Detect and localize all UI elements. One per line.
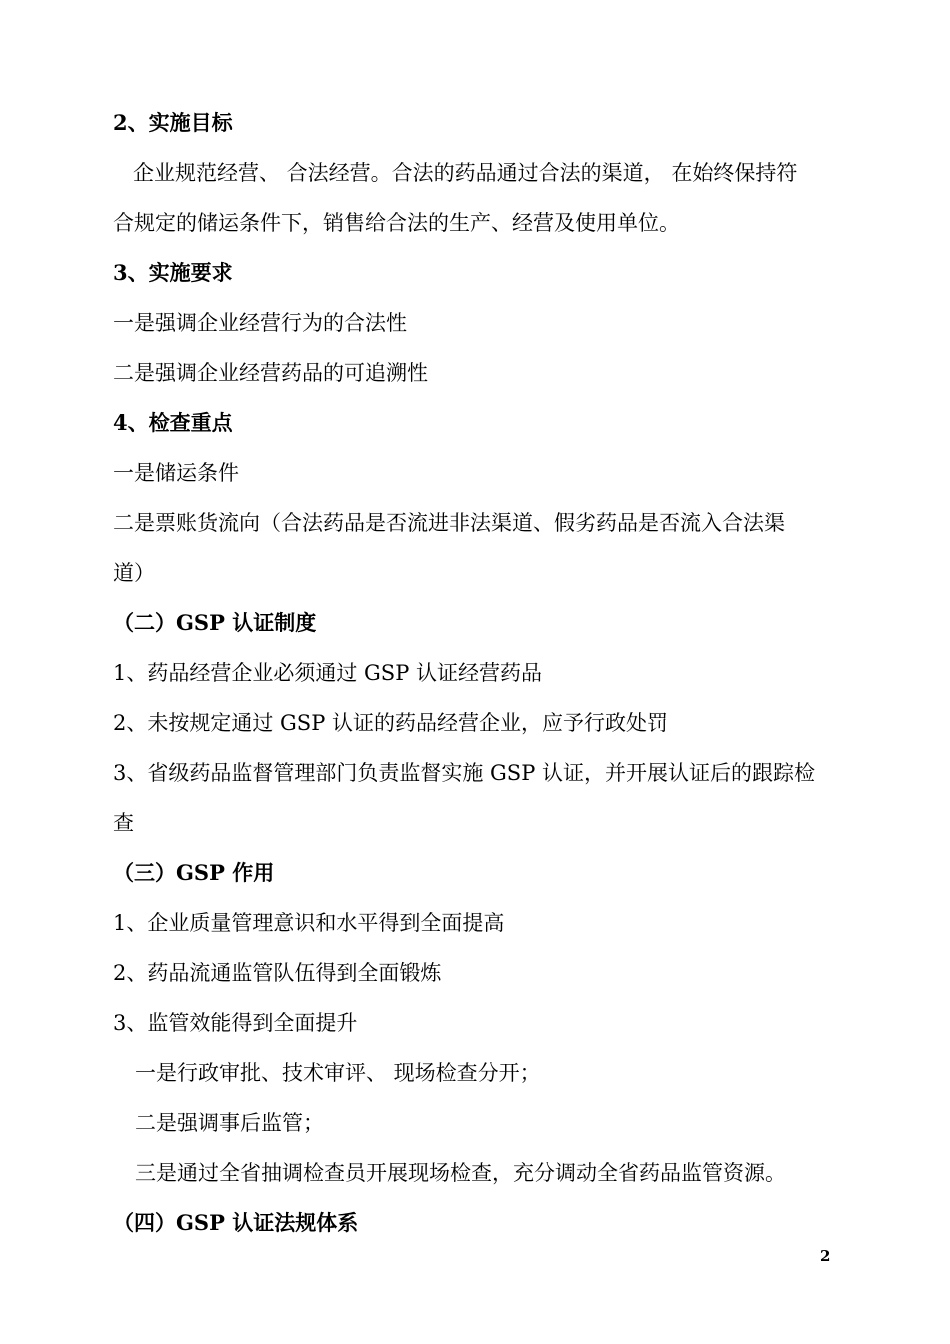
requirement-item-2: 二是强调企业经营药品的可追溯性 — [113, 361, 428, 385]
paragraph-goal-line-2: 合规定的储运条件下，销售给合法的生产、经营及使用单位。 — [113, 211, 680, 235]
requirement-item-1: 一是强调企业经营行为的合法性 — [113, 311, 407, 335]
inspection-item-1: 一是储运条件 — [113, 461, 239, 485]
section-heading-gsp-certification-system: （二）GSP 认证制度 — [113, 610, 317, 635]
role-subitem-1: 一是行政审批、技术审评、 现场检查分开； — [135, 1061, 541, 1085]
section-heading-gsp-role: （三）GSP 作用 — [113, 860, 275, 885]
certification-item-3-line-2: 查 — [113, 811, 134, 835]
certification-item-1: 1、药品经营企业必须通过 GSP 认证经营药品 — [113, 661, 543, 685]
section-heading-gsp-legal-system: （四）GSP 认证法规体系 — [113, 1210, 359, 1235]
role-subitem-2: 二是强调事后监管； — [135, 1111, 324, 1135]
heading-inspection-focus: 4、检查重点 — [113, 410, 233, 435]
page-number: 2 — [820, 1247, 831, 1265]
heading-implementation-goal: 2、实施目标 — [113, 110, 233, 135]
inspection-item-2-line-2: 道） — [113, 561, 155, 585]
role-item-3: 3、监管效能得到全面提升 — [113, 1011, 358, 1035]
certification-item-3-line-1: 3、省级药品监督管理部门负责监督实施 GSP 认证，并开展认证后的跟踪检 — [113, 761, 816, 785]
role-item-2: 2、药品流通监管队伍得到全面锻炼 — [113, 961, 442, 985]
certification-item-2: 2、未按规定通过 GSP 认证的药品经营企业，应予行政处罚 — [113, 711, 669, 735]
heading-implementation-requirements: 3、实施要求 — [113, 260, 233, 285]
inspection-item-2-line-1: 二是票账货流向（合法药品是否流进非法渠道、假劣药品是否流入合法渠 — [113, 511, 785, 535]
paragraph-goal-line-1: 企业规范经营、 合法经营。合法的药品通过合法的渠道， 在始终保持符 — [133, 161, 798, 185]
role-item-1: 1、企业质量管理意识和水平得到全面提高 — [113, 911, 505, 935]
role-subitem-3: 三是通过全省抽调检查员开展现场检查，充分调动全省药品监管资源。 — [135, 1161, 786, 1185]
